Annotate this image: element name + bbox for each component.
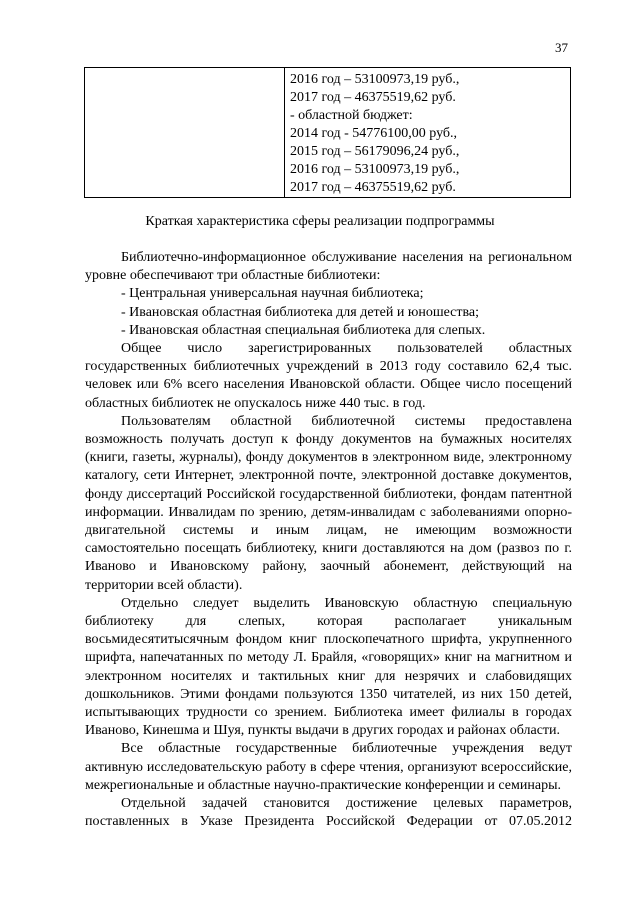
funding-table-values-cell bbox=[285, 68, 570, 197]
funding-line: 2017 год – 46375519,62 руб. bbox=[290, 180, 456, 195]
paragraph-intro: Библиотечно-информационное обслуживание населения на региональном уровне обеспечивают три областные библиотеки: bbox=[85, 250, 572, 284]
list-item: - Ивановская областная библиотека для детей и юношества; bbox=[121, 304, 480, 320]
body-text bbox=[85, 249, 572, 832]
funding-line: 2014 год - 54776100,00 руб., bbox=[290, 126, 458, 141]
funding-line: - областной бюджет: bbox=[290, 108, 413, 123]
funding-table bbox=[84, 67, 571, 198]
paragraph-target: Отдельной задачей становится достижение целевых параметров, поставленных в Указе Президента Российской Федерации от 07.05.2012 bbox=[85, 796, 572, 830]
funding-line: 2015 год – 56179096,24 руб., bbox=[290, 144, 460, 159]
funding-table-empty-cell bbox=[85, 68, 285, 197]
section-title: Краткая характеристика сферы реализации подпрограммы bbox=[145, 214, 495, 229]
funding-line: 2017 год – 46375519,62 руб. bbox=[290, 90, 456, 105]
paragraph-services: Пользователям областной библиотечной системы предоставлена возможность получать доступ к фонду документов на бумажных носителях (книги, газеты, журналы), фонду документов в электронном виде, электронному каталогу, сети Интернет, электронной почте, электронной доставке документов, фонду диссертаций Российской государственной библиотеки, фондам патентной информации. Инвалидам по зрению, детям-инвалидам с заболеваниями опорно-двигательной системы и иным лицам, не имеющим возможности самостоятельно посещать библиотеку, книги доставляются на дом (развоз по г. Иваново и Ивановскому району, заочный абонемент, действующий на территории всей области). bbox=[85, 413, 572, 593]
funding-line: 2016 год – 53100973,19 руб., bbox=[290, 72, 460, 87]
list-item: - Центральная универсальная научная библиотека; bbox=[121, 286, 424, 302]
list-item: - Ивановская областная специальная библиотека для слепых. bbox=[121, 322, 486, 338]
paragraph-special-library: Отдельно следует выделить Ивановскую областную специальную библиотеку для слепых, которая располагает уникальным восьмидесятитысячным фондом книг плоскопечатного шрифта, укрупненного шрифта, напечатанных по методу Л. Брайля, «говорящих» книг на магнитном и электронном носителях и тактильных книг для незрячих и слабовидящих дошкольников. Этими фондами пользуются 1350 читателей, из них 150 детей, испытывающих трудности со зрением. Библиотека имеет филиалы в городах Иваново, Кинешма и Шуя, пункты выдачи в других городах и районах области. bbox=[85, 595, 572, 739]
paragraph-users: Общее число зарегистрированных пользователей областных государственных библиотечных учреждений в 2013 году составило 62,4 тыс. человек или 6% всего населения Ивановской области. Общее число посещений областных библиотек не опускалось ниже 440 тыс. в год. bbox=[85, 341, 572, 411]
funding-line: 2016 год – 53100973,19 руб., bbox=[290, 162, 460, 177]
paragraph-research: Все областные государственные библиотечные учреждения ведут активную исследовательскую работу в сфере чтения, организуют всероссийские, межрегиональные и областные научно-практические конференции и семинары. bbox=[85, 741, 572, 793]
page-number: 37 bbox=[555, 40, 568, 55]
